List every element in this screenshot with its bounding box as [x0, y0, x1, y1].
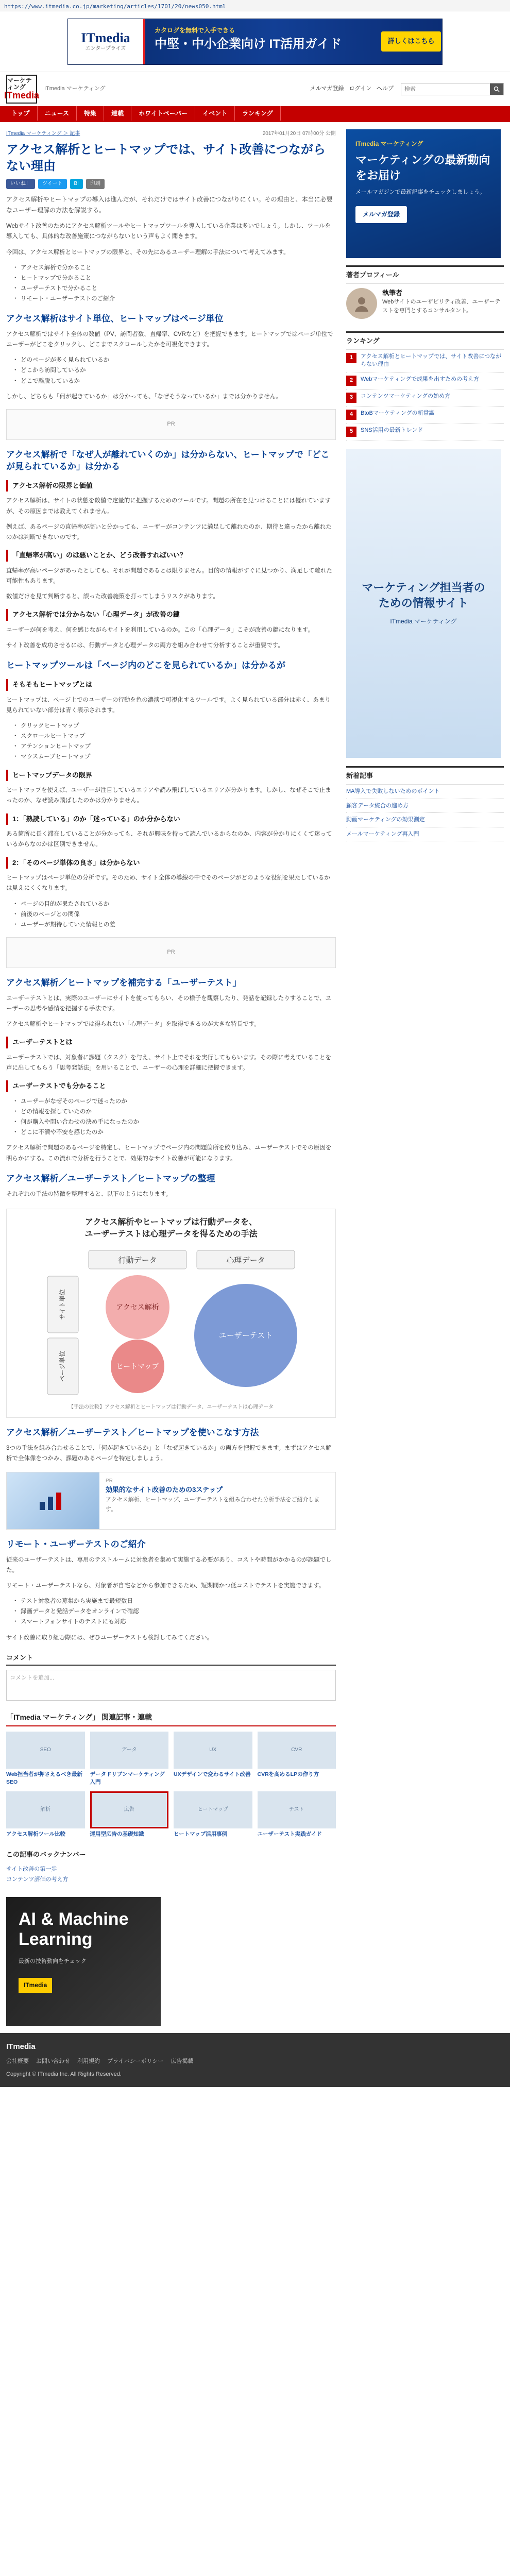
nav-item-news[interactable]: ニュース	[38, 106, 77, 121]
twitter-share-button[interactable]: ツイート	[38, 179, 67, 189]
related-thumb: 広告	[90, 1791, 169, 1828]
browser-url-bar[interactable]: https://www.itmedia.co.jp/marketing/articles/1701/20/news050.html	[0, 0, 510, 11]
ranking-item[interactable]	[346, 406, 504, 423]
author-box	[346, 265, 504, 323]
list-item: ・ ヒートマップで分かること	[15, 273, 336, 283]
article-paragraph: 例えば、あるページの直帰率が高いと分かっても、ユーザーがコンテンツに満足して離れたのか、期待と違ったから離れたのかは判断できないのです。	[6, 523, 332, 540]
subsection-heading: 「直帰率が高い」のは悪いことか、どう改善すればいい？	[6, 550, 336, 562]
section1-list	[15, 355, 336, 386]
bottom-ad[interactable]	[6, 1897, 161, 2026]
promo-card-desc: アクセス解析、ヒートマップ、ユーザーテストを組み合わせた分析手法をご紹介します。	[106, 1496, 320, 1513]
avatar	[346, 288, 377, 319]
list-item: ・ どの情報を探していたのか	[15, 1107, 336, 1117]
article-paragraph: サイト改善に取り組む際には、ぜひユーザーテストも検討してみてください。	[6, 1634, 213, 1641]
list-item: ・ アテンションヒートマップ	[15, 741, 336, 752]
list-item: ・ スクロールヒートマップ	[15, 731, 336, 741]
list-item: ・ ユーザーが期待していた情報との差	[15, 920, 336, 930]
ranking-box	[346, 331, 504, 441]
list-item: ・ ユーザーがなぜそのページで迷ったのか	[15, 1096, 336, 1107]
article-paragraph: 数値だけを見て判断すると、誤った改善施策を打ってしまうリスクがあります。	[6, 593, 219, 600]
site-header	[0, 72, 510, 122]
related-title[interactable]: ヒートマップ活用事例	[174, 1831, 228, 1838]
article-paragraph: アクセス解析やヒートマップでは得られない「心理データ」を取得できるのが大きな特長です。	[6, 1021, 260, 1028]
col-header-mind: 心理データ	[226, 1256, 265, 1265]
subsection-heading: そもそもヒートマップとは	[6, 679, 336, 691]
comment-heading: コメント	[6, 1652, 336, 1666]
promo-card-body	[99, 1472, 335, 1529]
news-list	[346, 785, 504, 841]
article-paragraph: ユーザーテストとは、実際のユーザーにサイトを使ってもらい、その様子を観察したり、発話を記録したりすることで、ユーザーの思考や感情を把握する手法です。	[6, 995, 331, 1012]
news-item[interactable]: 動画マーケティングの効果測定	[346, 813, 504, 827]
main-column	[6, 129, 336, 1885]
nav-item-whitepaper[interactable]: ホワイトペーパー	[131, 106, 195, 121]
related-item[interactable]	[90, 1732, 169, 1786]
list-item: ・ どのページが多く見られているか	[15, 355, 336, 365]
related-item[interactable]	[174, 1791, 252, 1838]
article-paragraph: サイト改善を成功させるには、行動データと心理データの両方を組み合わせて分析することが重要です。	[6, 642, 284, 649]
news-heading: 新着記事	[346, 768, 504, 785]
banner-tagline: カタログを無料で入手できる	[155, 26, 235, 34]
banner-cta[interactable]	[380, 19, 442, 64]
site-logo-bottom: ITmedia	[4, 90, 40, 101]
hatena-bookmark-button[interactable]: B!	[70, 179, 83, 189]
breadcrumb-path[interactable]: ITmedia マーケティング ＞ 記事	[6, 131, 80, 137]
inline-ad[interactable]: PR	[6, 409, 336, 440]
heatmap-label: ヒートマップ	[116, 1362, 159, 1371]
search-box	[401, 83, 504, 95]
related-title[interactable]: ユーザーテスト実践ガイド	[257, 1831, 322, 1838]
article-paragraph: アクセス解析は、サイトの状態を数値で定量的に把握するためのツールです。問題の所在を見つけることには優れていますが、その原因までは教えてくれません。	[6, 498, 331, 515]
header-link-login[interactable]: ログイン	[349, 86, 371, 92]
promo-card[interactable]	[6, 1472, 336, 1530]
author-name: 執筆者	[382, 289, 403, 297]
col-header-behavior: 行動データ	[118, 1256, 157, 1265]
article-paragraph: Webサイト改善のためにアクセス解析ツールやヒートマップツールを導入している企業は多いでしょう。しかし、ツールを導入しても、具体的な改善施策につながらないという声もよく聞きます。	[6, 223, 331, 240]
tall-ad-headline: マーケティング担当者のための情報サイト	[362, 581, 485, 609]
section-heading: アクセス解析で「なぜ人が離れていくのか」は分からない、ヒートマップで「どこが見られているか」は分かる	[6, 449, 330, 471]
nav-item-feature[interactable]: 特集	[77, 106, 104, 121]
footer-brand: ITmedia	[6, 2042, 36, 2051]
sidebar-ad-text: メールマガジンで最新記事をチェックしましょう。	[355, 189, 486, 196]
banner-headline: 中堅・中小企業向け IT活用ガイド	[155, 37, 342, 51]
ranking-number: 2	[346, 376, 356, 386]
nav-item-event[interactable]: イベント	[195, 106, 235, 121]
comment-input[interactable]: コメントを追加...	[6, 1670, 336, 1701]
list-item: ・ 前後のページとの関係	[15, 909, 336, 920]
ranking-item[interactable]	[346, 350, 504, 373]
article-paragraph: 直帰率が高いページがあったとしても、それが問題であるとは限りません。目的の情報がすぐに見つかり、満足して離れた可能性もあります。	[6, 567, 332, 584]
ranking-number: 1	[346, 353, 356, 363]
related-thumb: 解析	[6, 1791, 85, 1828]
tall-ad-text: ITmedia マーケティング	[390, 617, 457, 625]
usertest-list	[15, 1096, 336, 1138]
list-item: ・ どこに不満や不安を感じたのか	[15, 1127, 336, 1138]
sidebar-tall-ad[interactable]	[346, 449, 501, 758]
list-item: ・ アクセス解析で分かること	[15, 263, 336, 273]
related-thumb: CVR	[258, 1732, 336, 1769]
related-title[interactable]: UXデザインで変わるサイト改善	[174, 1771, 251, 1777]
section-heading: アクセス解析／ユーザーテスト／ヒートマップの整理	[6, 1173, 215, 1183]
facebook-share-button[interactable]: いいね！	[6, 179, 35, 189]
article-paragraph: ある箇所に長く滞在していることが分かっても、それが興味を持って読んでいるからなのか、内容が分かりにくくて迷っているからなのかは区別できません。	[6, 831, 332, 848]
top-banner-ad[interactable]	[67, 19, 443, 65]
ranking-title[interactable]: BtoBマーケティングの新常識	[361, 410, 435, 417]
remote-test-list	[15, 1596, 336, 1627]
list-item: ・ リモート・ユーザーテストのご紹介	[15, 294, 336, 304]
section-heading: アクセス解析はサイト単位、ヒートマップはページ単位	[6, 314, 224, 324]
diagram-title-line2: ユーザーテストは心理データを得るための手法	[84, 1229, 258, 1239]
method-comparison-diagram	[6, 1209, 336, 1418]
related-item[interactable]	[258, 1791, 336, 1838]
article-paragraph: それぞれの手法の特徴を整理すると、以下のようになります。	[6, 1191, 172, 1197]
sidebar-ad-headline: マーケティングの最新動向をお届け	[355, 154, 490, 182]
heatmap-types-list	[15, 721, 336, 762]
ranking-title[interactable]: アクセス解析とヒートマップでは、サイト改善につながらない理由	[361, 353, 502, 368]
footer-link[interactable]: 利用規約	[77, 2058, 100, 2065]
header-row	[0, 72, 510, 106]
backnumber-heading: この記事のバックナンバー	[6, 1850, 86, 1858]
row-header-page: ページ単位	[59, 1351, 66, 1382]
article-paragraph: ヒートマップを使えば、ユーザーが注目しているエリアや読み飛ばしているエリアが分かります。しかし、なぜそこで止まったのか、なぜ読み飛ばしたのかは分かりません。	[6, 787, 331, 804]
article-paragraph: ヒートマップは、ページ上でのユーザーの行動を色の濃淡で可視化するツールです。よく見られている部分は赤く、あまり見られていない部分は青く表示されます。	[6, 697, 331, 714]
user-test-label: ユーザーテスト	[218, 1331, 273, 1341]
ranking-item[interactable]	[346, 423, 504, 440]
banner-copy	[145, 19, 380, 64]
related-item[interactable]	[6, 1732, 85, 1786]
news-item[interactable]: MA導入で失敗しないためのポイント	[346, 785, 504, 799]
related-item[interactable]	[90, 1791, 169, 1838]
subsection-heading: ユーザーテストとは	[6, 1037, 336, 1048]
comment-section	[6, 1652, 336, 1701]
site-footer	[0, 2033, 510, 2087]
article-paragraph: ヒートマップはページ単位の分析です。そのため、サイト全体の導線の中でそのページがどのような役割を果たしているかは見えにくくなります。	[6, 875, 330, 892]
user-icon	[352, 294, 371, 313]
ranking-title[interactable]: SNS活用の最新トレンド	[361, 427, 423, 434]
backnumber-item[interactable]: サイト改善の第一歩	[6, 1866, 57, 1873]
article-paragraph: アクセス解析で問題のあるページを特定し、ヒートマップでページ内の問題箇所を絞り込み、ユーザーテストでその原因を明らかにする。この流れで分析を行うことで、効果的なサイト改善が可能になります。	[6, 1145, 332, 1162]
list-item: ・ 録画データと発話データをオンラインで確認	[15, 1606, 336, 1617]
sidebar	[346, 129, 504, 1885]
author-description: Webサイトのユーザビリティ改善、ユーザーテストを専門とするコンサルタント。	[382, 299, 501, 314]
subsection-heading: ヒートマップデータの限界	[6, 770, 336, 782]
access-analysis-label: アクセス解析	[116, 1303, 159, 1312]
section-heading: アクセス解析／ユーザーテスト／ヒートマップを使いこなす方法	[6, 1427, 259, 1437]
diagram-title-line1: アクセス解析やヒートマップは行動データを、	[84, 1217, 258, 1227]
nav-item-top[interactable]: トップ	[4, 106, 38, 121]
share-buttons	[6, 179, 336, 189]
subsection-heading: 1：「熟読している」のか「迷っている」のか分からない	[6, 814, 336, 825]
page-role-list	[15, 899, 336, 930]
ranking-item[interactable]	[346, 372, 504, 389]
copyright: Copyright © ITmedia Inc. All Rights Reserved.	[6, 2071, 122, 2078]
search-button[interactable]	[490, 83, 503, 95]
news-box	[346, 766, 504, 841]
brand-sub: ITmedia マーケティング	[44, 86, 106, 92]
list-item: ・ マウスムーブヒートマップ	[15, 752, 336, 762]
banner-logo-sub: エンタープライズ	[85, 45, 126, 52]
related-thumb: ヒートマップ	[174, 1791, 252, 1828]
subsection-heading: ユーザーテストでも分かること	[6, 1080, 336, 1092]
article-paragraph: しかし、どちらも「何が起きているか」は分かっても、「なぜそうなっているか」までは分かりません。	[6, 393, 282, 400]
article-lead: アクセス解析やヒートマップの導入は進んだが、それだけではサイト改善につながりにくい。その理由と、本当に必要なユーザー理解の方法を解説する。	[6, 196, 333, 214]
ranking-number: 5	[346, 427, 356, 437]
search-input[interactable]	[401, 83, 490, 95]
article-title: アクセス解析とヒートマップでは、サイト改善につながらない理由	[6, 142, 326, 173]
list-item: ・ ユーザーテストで分かること	[15, 283, 336, 294]
article-paragraph: 従来のユーザーテストは、専用のテストルームに対象者を集めて実施する必要があり、コストや時間がかかるのが課題でした。	[6, 1556, 332, 1573]
related-heading: 「ITmedia マーケティング」 関連記事・連載	[6, 1711, 336, 1726]
bottom-ad-logo: ITmedia	[19, 1978, 52, 1993]
author-heading: 著者プロフィール	[346, 267, 504, 284]
sidebar-ad-cta[interactable]: メルマガ登録	[355, 206, 407, 223]
promo-card-tag: PR	[106, 1478, 113, 1484]
page-layout	[0, 122, 510, 1885]
chart-icon	[38, 1490, 69, 1511]
intro-list	[15, 263, 336, 304]
ranking-number: 4	[346, 410, 356, 420]
footer-link[interactable]: 会社概要	[6, 2058, 29, 2065]
ranking-title[interactable]: Webマーケティングで成果を出すための考え方	[361, 376, 480, 383]
backnumber-item[interactable]: コンテンツ評価の考え方	[6, 1876, 69, 1883]
related-title[interactable]: データドリブンマーケティング入門	[90, 1771, 165, 1786]
related-thumb: データ	[90, 1732, 169, 1769]
related-title[interactable]: CVRを高めるLPの作り方	[257, 1771, 319, 1777]
publish-date: 2017年01月20日 07時00分 公開	[262, 131, 336, 137]
search-icon	[494, 86, 500, 92]
section-heading: アクセス解析／ヒートマップを補完する「ユーザーテスト」	[6, 977, 242, 988]
section-heading: ヒートマップツールは「ページ内のどこを見られているか」は分かるが	[6, 660, 285, 671]
section-heading: リモート・ユーザーテストのご紹介	[6, 1539, 146, 1549]
author-profile	[346, 284, 504, 323]
author-info	[382, 288, 504, 319]
list-item: ・ どこから訪問しているか	[15, 365, 336, 376]
footer-link[interactable]: 広告掲載	[171, 2058, 194, 2065]
diagram-title	[15, 1216, 327, 1240]
breadcrumb	[6, 129, 336, 139]
nav-item-series[interactable]: 連載	[104, 106, 131, 121]
footer-link[interactable]: お問い合わせ	[36, 2058, 70, 2065]
diagram-caption: 【手法の比較】アクセス解析とヒートマップは行動データ、ユーザーテストは心理データ	[69, 1404, 274, 1411]
promo-card-title[interactable]: 効果的なサイト改善のための3ステップ	[106, 1486, 223, 1494]
header-link-help[interactable]: ヘルプ	[377, 86, 394, 92]
list-item: ・ テスト対象者の募集から実施まで最短数日	[15, 1596, 336, 1606]
related-item[interactable]	[174, 1732, 252, 1786]
article-paragraph: ユーザーが何を考え、何を感じながらサイトを利用しているのか。この「心理データ」こそが改善の鍵になります。	[6, 626, 314, 633]
ranking-item[interactable]	[346, 389, 504, 406]
related-articles	[6, 1711, 336, 1838]
list-item: ・ スマートフォンサイトのテストにも対応	[15, 1617, 336, 1627]
article-paragraph: リモート・ユーザーテストなら、対象者が自宅などから参加できるため、短期間かつ低コストでテストを実施できます。	[6, 1583, 325, 1589]
global-nav	[0, 106, 510, 121]
related-thumb: テスト	[258, 1791, 336, 1828]
header-links	[310, 84, 394, 94]
banner-logo	[68, 19, 145, 64]
related-thumb: UX	[174, 1732, 252, 1769]
ranking-heading: ランキング	[346, 333, 504, 350]
related-title[interactable]: Web担当者が押さえるべき最新SEO	[6, 1771, 82, 1786]
subsection-heading: アクセス解析では分からない「心理データ」が改善の鍵	[6, 609, 336, 621]
banner-logo-main: ITmedia	[81, 30, 130, 46]
related-title[interactable]: アクセス解析ツール比較	[6, 1831, 65, 1838]
article-paragraph: 3つの手法を組み合わせることで、「何が起きているか」と「なぜ起きているか」の両方を把握できます。まずはアクセス解析で全体像をつかみ、課題のあるページを特定しましょう。	[6, 1445, 332, 1462]
list-item: ・ クリックヒートマップ	[15, 721, 336, 731]
article-paragraph: アクセス解析ではサイト全体の数値（PV、訪問者数、直帰率、CVRなど）を把握できます。ヒートマップではページ単位でユーザーがどこをクリックし、どこまでスクロールしたかを可視化できます。	[6, 331, 333, 348]
inline-ad[interactable]: PR	[6, 937, 336, 968]
promo-card-image	[7, 1472, 99, 1529]
article-paragraph: 今回は、アクセス解析とヒートマップの限界と、その先にあるユーザー理解の手法について考えてみます。	[6, 249, 290, 256]
article-paragraph: ユーザーテストでは、対象者に課題（タスク）を与え、サイト上でそれを実行してもらいます。その際に考えていることを声に出してもらう「思考発話法」を用いることで、ユーザーの心理を詳細に把握できます。	[6, 1054, 331, 1072]
list-item: ・ 何が購入や問い合わせの決め手になったのか	[15, 1117, 336, 1127]
sidebar-ad-eyebrow: ITmedia マーケティング	[355, 140, 423, 147]
subsection-heading: 2：「そのページ単体の良さ」は分からない	[6, 857, 336, 869]
top-ad-area	[0, 11, 510, 72]
footer-links	[6, 2057, 504, 2066]
row-header-site: サイト単位	[59, 1289, 66, 1320]
subsection-heading: アクセス解析の限界と価値	[6, 480, 336, 492]
sidebar-ad[interactable]	[346, 129, 501, 258]
related-grid	[6, 1732, 336, 1839]
footer-link[interactable]: プライバシーポリシー	[107, 2058, 164, 2065]
diagram-graphic	[16, 1245, 326, 1400]
ranking-number: 3	[346, 393, 356, 403]
news-item[interactable]: メールマーケティング再入門	[346, 827, 504, 842]
header-link-newsletter[interactable]: メルマガ登録	[310, 86, 344, 92]
related-thumb: SEO	[6, 1732, 85, 1769]
site-logo-top: マーケティング	[7, 76, 32, 91]
bottom-ad-text: 最新の技術動向をチェック	[19, 1958, 87, 1964]
site-logo[interactable]	[4, 75, 40, 104]
news-item[interactable]: 顧客データ統合の進め方	[346, 799, 504, 814]
ranking-title[interactable]: コンテンツマーケティングの始め方	[361, 393, 451, 400]
related-title[interactable]: 運用型広告の基礎知識	[90, 1831, 144, 1838]
print-button[interactable]: 印刷	[86, 179, 105, 189]
nav-item-ranking[interactable]: ランキング	[235, 106, 281, 121]
banner-cta-label[interactable]: 詳しくはこちら	[381, 31, 440, 52]
backnumber-list	[6, 1865, 336, 1885]
bottom-ad-headline: AI & Machine Learning	[19, 1909, 129, 1949]
list-item: ・ どこで離脱しているか	[15, 376, 336, 386]
list-item: ・ ページの目的が果たされているか	[15, 899, 336, 909]
related-item[interactable]	[258, 1732, 336, 1786]
related-item[interactable]	[6, 1791, 85, 1838]
